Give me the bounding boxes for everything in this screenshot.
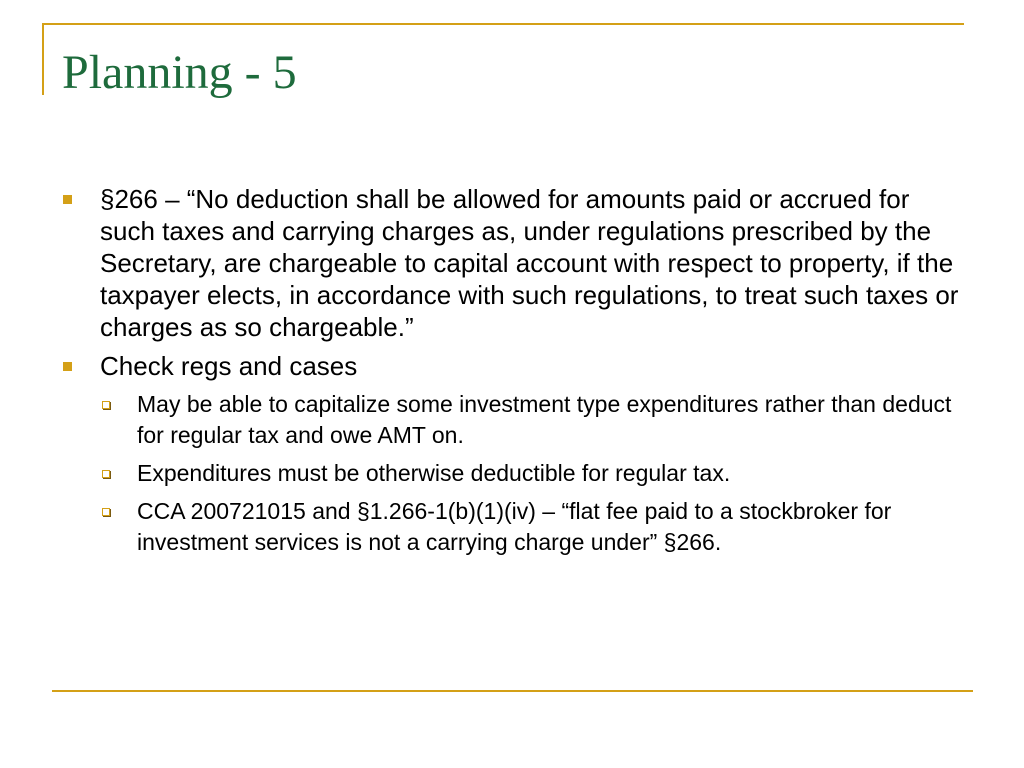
hollow-square-bullet-icon [102, 470, 110, 478]
subbullet-text: May be able to capitalize some investment type expenditures rather than deduct for regular tax and owe AMT on. [137, 391, 952, 448]
slide-body [60, 183, 970, 565]
subbullet-deductible [100, 458, 970, 489]
left-accent-rule [42, 23, 44, 95]
bullet-check-regs [60, 350, 970, 382]
subbullet-text: CCA 200721015 and §1.266-1(b)(1)(iv) – “flat fee paid to a stockbroker for investment services is not a carrying charge under” §266. [137, 498, 892, 555]
subbullet-capitalize [100, 389, 970, 451]
bottom-accent-rule [52, 690, 973, 692]
subbullet-cca [100, 496, 970, 558]
bullet-text: §266 – “No deduction shall be allowed for amounts paid or accrued for such taxes and carrying charges as, under regulations prescribed by the Secretary, are chargeable to capital account with respect to property, if the taxpayer elects, in accordance with such regulations, to treat such taxes or charges as so chargeable.” [100, 184, 959, 342]
top-accent-rule [42, 23, 964, 25]
slide-title: Planning - 5 [62, 46, 297, 99]
square-bullet-icon [63, 195, 72, 204]
hollow-square-bullet-icon [102, 508, 110, 516]
bullet-text: Check regs and cases [100, 351, 358, 381]
bullet-section-266 [60, 183, 970, 343]
hollow-square-bullet-icon [102, 401, 110, 409]
subbullet-text: Expenditures must be otherwise deductible for regular tax. [137, 460, 731, 486]
square-bullet-icon [63, 362, 72, 371]
